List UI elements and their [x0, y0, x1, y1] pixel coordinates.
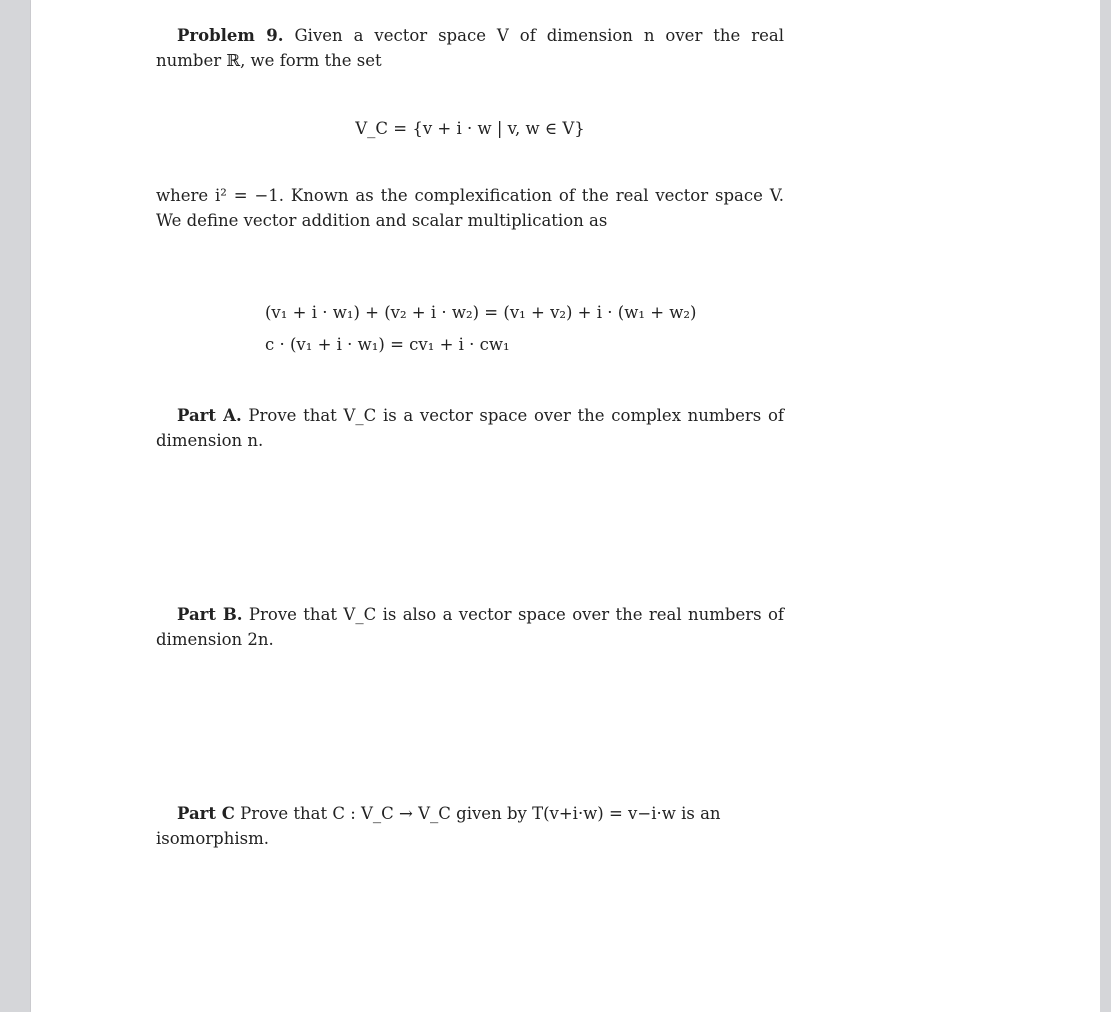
scalar-rule-equation: c · (v₁ + i · w₁) = cv₁ + i · cw₁: [265, 335, 510, 354]
scalar-rule: [265, 332, 785, 357]
part-a: [156, 403, 784, 453]
part-b: [156, 602, 784, 652]
part-a-label: Part A.: [177, 406, 242, 425]
problem-intro: [156, 23, 784, 73]
where-text: where i² = −1. Known as the complexification of the real vector space V. We define vector addition and scalar multiplication as: [156, 186, 784, 230]
problem-heading: Problem 9.: [177, 26, 284, 45]
set-definition-equation: V_C = {v + i · w | v, w ∈ V}: [355, 119, 585, 138]
problem-intro-text: Given a vector space V of dimension n over the real number ℝ, we form the set: [156, 26, 784, 70]
where-paragraph: [156, 183, 784, 233]
viewer-left-gutter: [0, 0, 31, 1012]
addition-rule: [265, 300, 785, 325]
part-b-text: Prove that V_C is also a vector space over the real numbers of dimension 2n.: [156, 605, 785, 649]
set-definition: [156, 116, 784, 141]
addition-rule-equation: (v₁ + i · w₁) + (v₂ + i · w₂) = (v₁ + v₂) + i · (w₁ + w₂): [265, 303, 697, 322]
part-c: [156, 801, 784, 851]
part-a-text: Prove that V_C is a vector space over the complex numbers of dimension n.: [156, 406, 784, 450]
part-b-label: Part B.: [177, 605, 243, 624]
part-c-text: Prove that C : V_C → V_C given by T(v+i·w) = v−i·w is an isomorphism.: [156, 804, 721, 848]
viewer-scrollbar-track[interactable]: [1100, 0, 1111, 1012]
part-c-label: Part C: [177, 804, 235, 823]
document-page: [31, 0, 1100, 1012]
